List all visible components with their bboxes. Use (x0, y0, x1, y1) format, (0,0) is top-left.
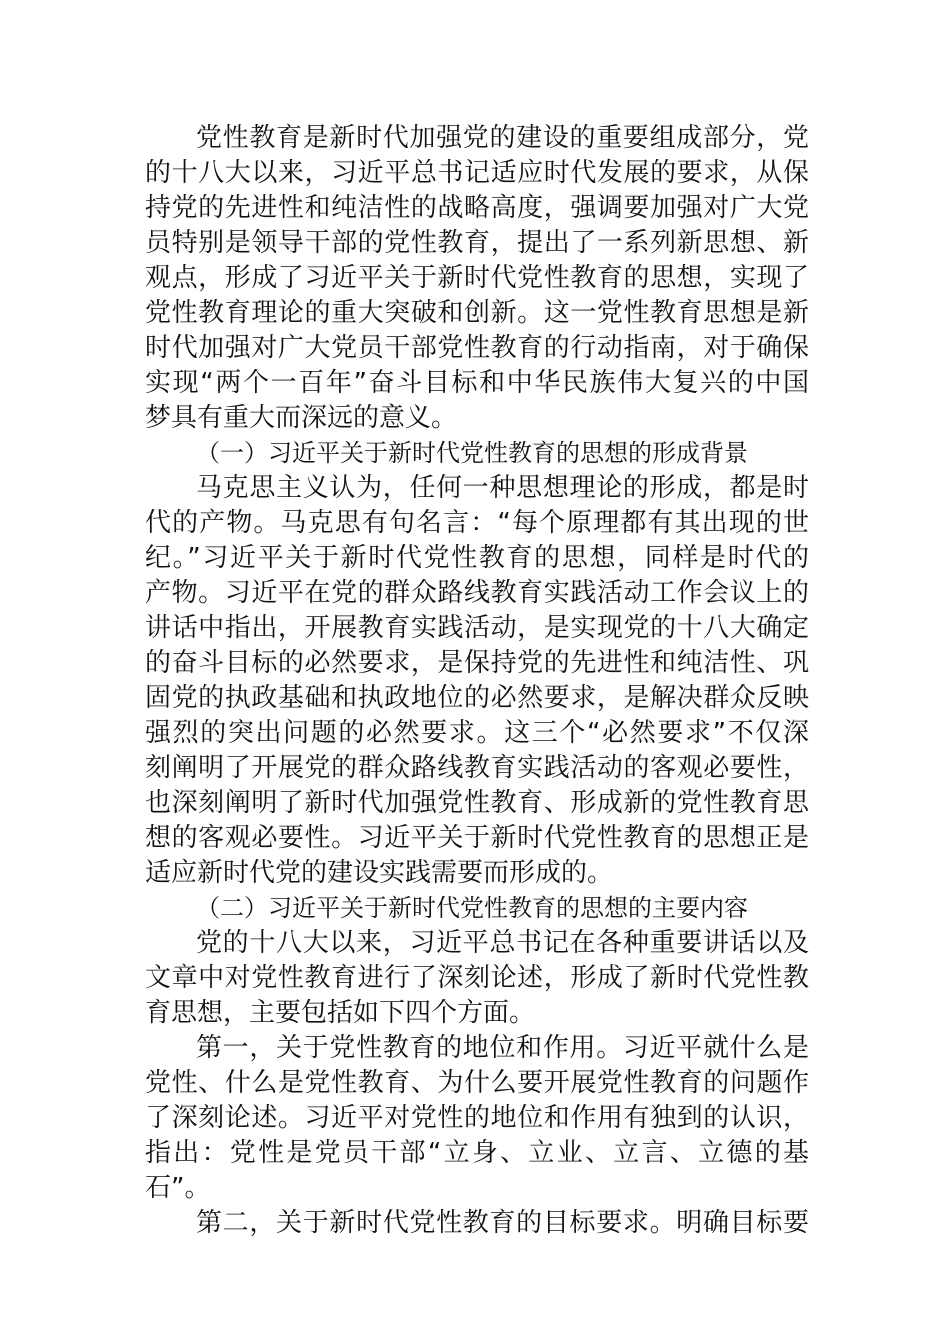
paragraph-line: 持党的先进性和纯洁性的战略高度，强调要加强对广大党 (145, 193, 809, 223)
paragraph-line: 也深刻阐明了新时代加强党性教育、形成新的党性教育思 (145, 788, 809, 818)
paragraph-line: 适应新时代党的建设实践需要而形成的。 (145, 858, 614, 888)
paragraph-line: 固党的执政基础和执政地位的必然要求，是解决群众反映 (145, 683, 809, 713)
paragraph-line: 刻阐明了开展党的群众路线教育实践活动的客观必要性， (145, 753, 809, 783)
paragraph-line: 党性、什么是党性教育、为什么要开展党性教育的问题作 (145, 1068, 809, 1098)
paragraph-line: 了深刻论述。习近平对党性的地位和作用有独到的认识， (145, 1103, 809, 1133)
paragraph-line: 石”。 (145, 1173, 211, 1203)
paragraph-line: 文章中对党性教育进行了深刻论述，形成了新时代党性教 (145, 963, 809, 993)
paragraph-line: 党性教育是新时代加强党的建设的重要组成部分，党 (196, 123, 809, 153)
section-heading: （二）习近平关于新时代党性教育的思想的主要内容 (196, 894, 748, 922)
paragraph-line: 党的十八大以来，习近平总书记在各种重要讲话以及 (196, 928, 809, 958)
paragraph-line: 员特别是领导干部的党性教育，提出了一系列新思想、新 (145, 228, 809, 258)
paragraph-line: 马克思主义认为，任何一种思想理论的形成，都是时 (196, 473, 809, 503)
paragraph-line: 实现“两个一百年”奋斗目标和中华民族伟大复兴的中国 (145, 368, 809, 398)
paragraph-line: 梦具有重大而深远的意义。 (145, 403, 458, 433)
section-heading: （一）习近平关于新时代党性教育的思想的形成背景 (196, 439, 748, 467)
paragraph-line: 强烈的突出问题的必然要求。这三个“必然要求”不仅深 (145, 718, 809, 748)
paragraph-line: 的奋斗目标的必然要求，是保持党的先进性和纯洁性、巩 (145, 648, 809, 678)
paragraph-line: 产物。习近平在党的群众路线教育实践活动工作会议上的 (145, 578, 809, 608)
paragraph-line: 观点，形成了习近平关于新时代党性教育的思想，实现了 (145, 263, 809, 293)
paragraph-line: 的十八大以来，习近平总书记适应时代发展的要求，从保 (145, 158, 809, 188)
paragraph-line: 党性教育理论的重大突破和创新。这一党性教育思想是新 (145, 298, 809, 328)
paragraph-line: 指出：党性是党员干部“立身、立业、立言、立德的基 (145, 1138, 809, 1168)
paragraph-line: 育思想，主要包括如下四个方面。 (145, 998, 536, 1028)
paragraph-line: 想的客观必要性。习近平关于新时代党性教育的思想正是 (145, 823, 809, 853)
paragraph-line: 代的产物。马克思有句名言：“每个原理都有其出现的世 (145, 508, 809, 538)
paragraph-line: 第二，关于新时代党性教育的目标要求。明确目标要 (196, 1208, 809, 1238)
paragraph-line: 纪。”习近平关于新时代党性教育的思想，同样是时代的 (145, 543, 809, 573)
paragraph-line: 时代加强对广大党员干部党性教育的行动指南，对于确保 (145, 333, 809, 363)
paragraph-line: 讲话中指出，开展教育实践活动，是实现党的十八大确定 (145, 613, 809, 643)
paragraph-line: 第一，关于党性教育的地位和作用。习近平就什么是 (196, 1033, 809, 1063)
